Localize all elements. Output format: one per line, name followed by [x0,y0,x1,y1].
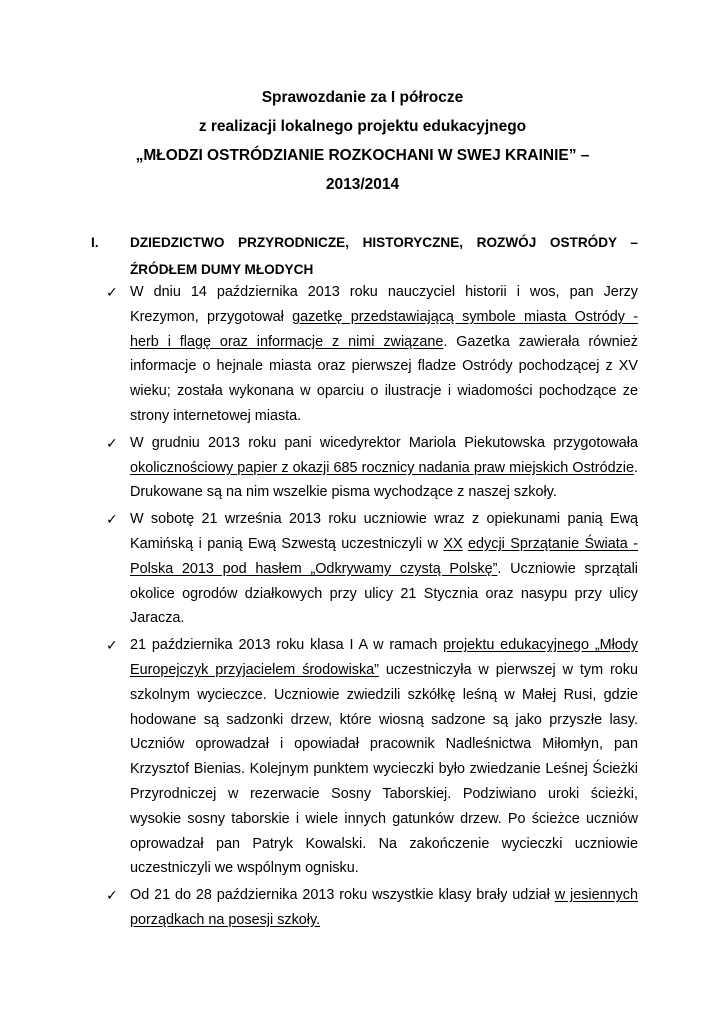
list-item [0,507,638,631]
list-item [0,431,638,505]
item-text: . Uczniowie sprzątali okolice ogrodów działkowych przy ulicy 21 Stycznia oraz nasypu przy ulicy Jaracza. [130,560,638,627]
title-line-2: z realizacji lokalnego projektu edukacyjnego [198,118,527,135]
item-underlined-text: projektu edukacyjnego „Młody Europejczyk przyjacielem środowiska” [130,637,638,678]
activity-list [0,280,725,935]
title-line-4: 2013/2014 [325,176,400,193]
title-line-1: Sprawozdanie za I półrocze [261,89,464,106]
item-underlined-text: edycji Sprzątanie Świata - Polska 2013 pod hasłem „Odkrywamy czystą Polskę” [130,535,639,577]
item-underlined-text: okolicznościowy papier z okazji 685 rocznicy nadania praw miejskich Ostródzie [130,459,634,476]
item-text: . Drukowane są na nim wszelkie pisma wychodzące z naszej szkoły. [130,459,638,501]
section-title: DZIEDZICTWO PRZYRODNICZE, HISTORYCZNE, ROZWÓJ OSTRÓDY – ŹRÓDŁEM DUMY MŁODYCH [130,235,638,277]
checkmark-icon: ✓ [106,638,118,655]
item-text: Od 21 do 28 października 2013 roku wszystkie klasy brały udział [130,887,555,904]
list-item [0,633,638,881]
checkmark-icon: ✓ [106,285,118,301]
item-underlined-text: gazetkę przedstawiającą symbole miasta Ostródy - herb i flagę oraz informacje z nimi związane [130,308,639,350]
list-item [0,883,638,933]
item-text: uczestniczyła w pierwszej w tym roku szkolnym wycieczce. Uczniowie zwiedzili szkółkę leśną w Małej Rusi, gdzie hodowane są sadzonki drzew, które wiosną sadzone są jako przyszłe lasy. Uczniów oprowadzał i opowiadał pracownik Nadleśnictwa Miłomłyn, pan Krzysztof Bienias. Kolejnym punktem wycieczki było zwiedzanie Leśnej Ścieżki Przyrodniczej w rezerwacie Sosny Taborskiej. Podziwiano uroki ścieżki, wysokie sosny taborskie i wiele innych gatunków drzew. Po ścieżce uczniów oprowadzał pan Patryk Kowalski. Na zakończenie wycieczki uczniowie uczestniczyli we wspólnym ognisku. [130,661,638,877]
item-text: W sobotę 21 września 2013 roku uczniowie wraz z opiekunami panią Ewą Kamińską i panią Ewą Szwestą uczestniczyli w [130,511,638,552]
item-underlined-text: XX [443,535,463,552]
item-text: W grudniu 2013 roku pani wicedyrektor Mariola Piekutowska przygotowała [130,434,638,451]
checkmark-icon: ✓ [106,888,118,905]
item-text: W dniu 14 października 2013 roku nauczyciel historii i wos, pan Jerzy Krezymon, przygotował [130,284,638,325]
item-text: . Gazetka zawierała również informacje o hejnale miasta oraz pierwszej fladze Ostródy pochodzącej z XV wieku; została wykonana w oparciu o ilustracje i wiadomości pochodzące ze strony internetowej miasta. [130,333,638,424]
item-underlined-text: w jesiennych porządkach na posesji szkoły. [130,887,638,928]
checkmark-icon: ✓ [106,512,118,529]
list-item [0,280,638,429]
section-number: I. [91,235,99,250]
report-title [0,83,725,199]
item-text: 21 października 2013 roku klasa I A w ramach [130,637,444,654]
title-line-3: „MŁODZI OSTRÓDZIANIE ROZKOCHANI W SWEJ KRAINIE” – [135,147,590,164]
checkmark-icon: ✓ [106,435,118,452]
